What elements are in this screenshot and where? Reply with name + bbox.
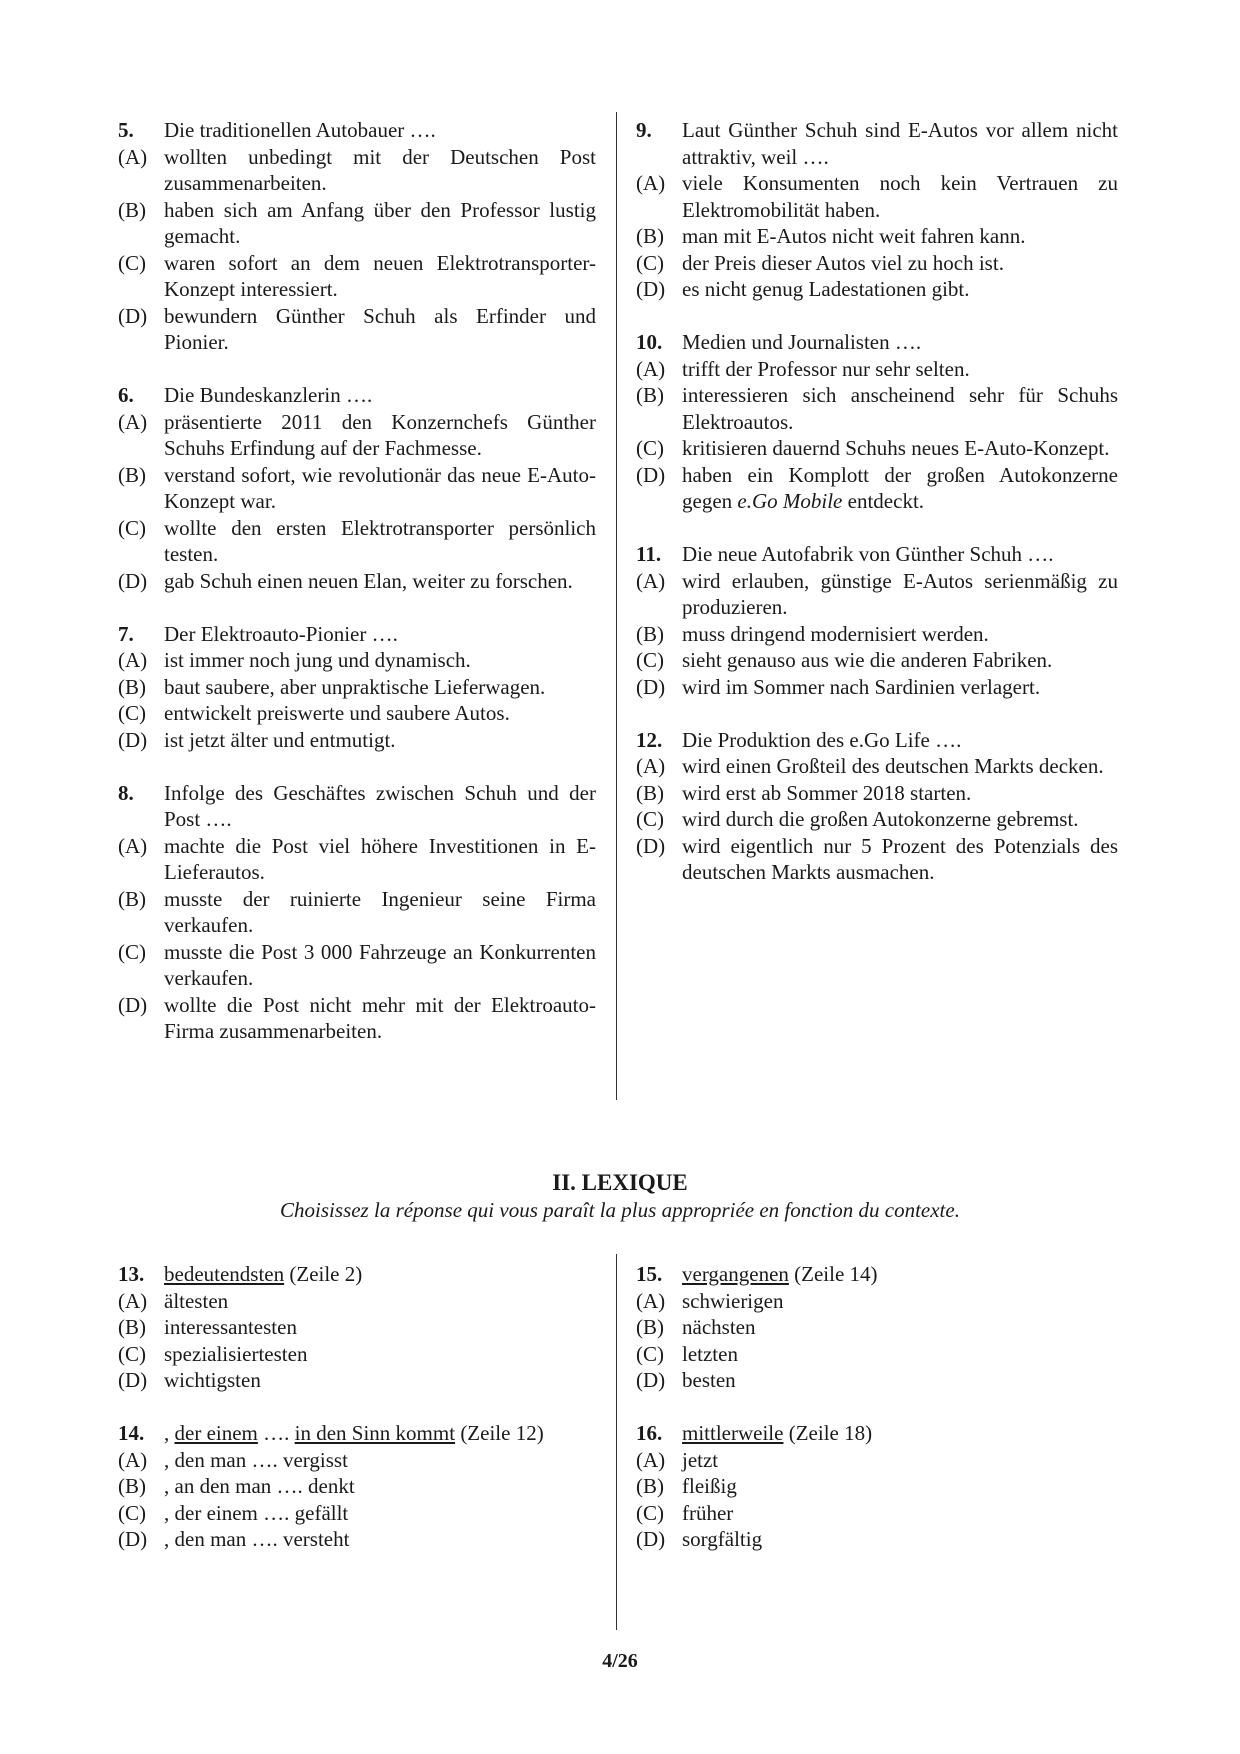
- question-stem: Medien und Journalisten ….: [682, 330, 922, 354]
- question-stem: Der Elektroauto-Pionier ….: [164, 621, 398, 646]
- answer-option: [636, 462, 1118, 515]
- option-text: [682, 806, 1118, 833]
- stem-part: der einem: [174, 1421, 258, 1445]
- option-label: (A): [118, 833, 148, 858]
- option-label: (C): [118, 701, 146, 725]
- option-label: (A): [118, 1447, 148, 1472]
- option-label: (B): [636, 780, 664, 805]
- answer-option: [636, 1367, 1118, 1394]
- answer-option: [636, 1500, 1118, 1527]
- option-text-main: schwierigen: [682, 1288, 784, 1313]
- stem-part: (Zeile 14): [788, 1262, 878, 1286]
- option-text-after: entdeckt.: [842, 489, 925, 513]
- answer-option: [118, 992, 596, 1045]
- answer-option: [636, 1314, 1118, 1341]
- answer-option: [118, 462, 596, 515]
- option-label: (C): [118, 1341, 146, 1366]
- option-text-main: sorgfältig: [682, 1527, 763, 1551]
- option-label: (C): [118, 939, 146, 964]
- answer-option: [636, 753, 1118, 780]
- option-text-main: , der einem …. gefällt: [164, 1500, 349, 1525]
- option-text: [682, 276, 1118, 303]
- option-text: [164, 1473, 596, 1500]
- option-text-italic: e.Go Mobile: [737, 489, 843, 513]
- option-text: [682, 1367, 1118, 1394]
- option-label: (D): [636, 833, 666, 858]
- answer-option: [636, 780, 1118, 807]
- stem-part: (Zeile 2): [284, 1262, 363, 1286]
- option-label: (C): [636, 807, 664, 831]
- option-text-main: es nicht genug Ladestationen gibt.: [682, 277, 970, 301]
- option-text-main: kritisieren dauernd Schuhs neues E-Auto-Konzept.: [682, 436, 1110, 460]
- option-text: [682, 753, 1118, 780]
- option-text: [164, 1367, 596, 1394]
- option-text: [164, 939, 596, 992]
- option-text: [164, 1500, 596, 1527]
- option-label: (D): [118, 992, 148, 1017]
- option-text-main: wird im Sommer nach Sardinien verlagert.: [682, 674, 1041, 699]
- option-text: [164, 515, 596, 568]
- option-label: (D): [118, 303, 148, 328]
- option-label: (C): [118, 250, 146, 275]
- question-block: [636, 117, 1118, 303]
- stem-part: (Zeile 18): [783, 1421, 873, 1445]
- questions-left-column: [118, 117, 596, 1071]
- option-label: (B): [118, 886, 146, 911]
- question-stem-line: [636, 329, 1118, 356]
- option-label: (A): [636, 568, 666, 593]
- option-text-main: interessantesten: [164, 1315, 297, 1339]
- answer-option: [636, 1288, 1118, 1315]
- option-text-main: , den man …. vergisst: [164, 1447, 348, 1472]
- option-label: (A): [636, 754, 666, 778]
- option-label: (A): [636, 171, 666, 195]
- option-label: (B): [636, 1315, 664, 1339]
- question-number: 5.: [118, 118, 134, 142]
- option-label: (C): [636, 1500, 664, 1525]
- page-number: 4/26: [602, 1650, 638, 1672]
- option-label: (A): [118, 409, 148, 434]
- option-text: [164, 647, 596, 674]
- answer-option: [118, 144, 596, 197]
- answer-option: [636, 1473, 1118, 1500]
- option-text-main: man mit E-Autos nicht weit fahren kann.: [682, 224, 1026, 248]
- option-label: (A): [118, 1288, 148, 1313]
- question-stem-line: [636, 117, 1118, 170]
- option-text: [682, 1473, 1118, 1500]
- answer-option: [636, 382, 1118, 435]
- answer-option: [636, 833, 1118, 886]
- option-label: (B): [636, 383, 664, 407]
- option-text: [682, 1314, 1118, 1341]
- question-block: [636, 541, 1118, 700]
- question-number: 13.: [118, 1262, 145, 1286]
- option-label: (B): [118, 1315, 146, 1339]
- stem-part: mittlerweile: [682, 1421, 784, 1445]
- option-label: (C): [636, 436, 664, 460]
- option-text: [682, 1526, 1118, 1553]
- answer-option: [118, 1526, 596, 1553]
- question-stem: Laut Günther Schuh sind E-Autos vor allem nicht attraktiv, weil ….: [682, 118, 1118, 169]
- answer-option: [118, 197, 596, 250]
- question-stem-line: [118, 382, 596, 409]
- question-stem-line: [118, 1420, 596, 1447]
- question-stem: [682, 1420, 1118, 1447]
- answer-option: [118, 568, 596, 595]
- answer-option: [118, 700, 596, 727]
- option-text: [682, 1447, 1118, 1474]
- option-text: [682, 250, 1118, 277]
- option-text: [682, 356, 1118, 383]
- answer-option: [636, 647, 1118, 674]
- option-text-main: bewundern Günther Schuh als Erfinder und Pionier.: [164, 303, 596, 354]
- option-text-main: wollte den ersten Elektrotransporter persönlich testen.: [164, 515, 596, 566]
- option-text: [682, 1341, 1118, 1368]
- option-text: [164, 409, 596, 462]
- option-text: [164, 833, 596, 886]
- option-label: (A): [118, 144, 148, 169]
- option-text: [164, 462, 596, 515]
- question-block: [118, 1420, 596, 1553]
- questions-right-column: [636, 117, 1118, 912]
- answer-option: [636, 806, 1118, 833]
- question-number: 14.: [118, 1421, 145, 1445]
- option-text: [164, 1526, 596, 1553]
- option-text: [164, 1341, 596, 1368]
- option-label: (B): [636, 1474, 664, 1498]
- question-stem: [164, 1420, 596, 1447]
- option-text-main: letzten: [682, 1341, 738, 1366]
- answer-option: [636, 1447, 1118, 1474]
- option-label: (D): [118, 568, 148, 593]
- stem-part: vergangenen: [682, 1262, 789, 1286]
- answer-option: [636, 250, 1118, 277]
- option-label: (A): [636, 1288, 666, 1313]
- option-label: (C): [636, 648, 664, 672]
- option-label: (B): [636, 224, 664, 248]
- option-text-main: viele Konsumenten noch kein Vertrauen zu Elektromobilität haben.: [682, 171, 1118, 222]
- option-text-main: wird durch die großen Autokonzerne gebremst.: [682, 807, 1079, 831]
- question-stem: Infolge des Geschäftes zwischen Schuh und der Post ….: [164, 780, 596, 831]
- option-label: (B): [118, 197, 146, 222]
- option-text-main: entwickelt preiswerte und saubere Autos.: [164, 701, 510, 725]
- question-stem-line: [636, 1420, 1118, 1447]
- option-label: (C): [118, 1500, 146, 1525]
- section-title: II. LEXIQUE: [552, 1170, 688, 1195]
- option-text: [164, 250, 596, 303]
- option-text-main: wird erlauben, günstige E-Autos serienmäßig zu produzieren.: [682, 568, 1118, 619]
- question-number: 16.: [636, 1421, 663, 1445]
- option-text: [164, 886, 596, 939]
- option-text: [164, 197, 596, 250]
- option-text-main: haben sich am Anfang über den Professor lustig gemacht.: [164, 197, 596, 248]
- option-text: [164, 568, 596, 595]
- answer-option: [118, 1341, 596, 1368]
- answer-option: [636, 1341, 1118, 1368]
- option-text-main: wird einen Großteil des deutschen Markts decken.: [682, 754, 1104, 778]
- option-label: (D): [636, 462, 666, 487]
- question-stem: Die traditionellen Autobauer ….: [164, 118, 436, 142]
- option-text: [682, 435, 1118, 462]
- option-label: (D): [636, 674, 666, 699]
- option-label: (D): [636, 1368, 666, 1392]
- question-stem: [164, 1261, 596, 1288]
- question-stem-line: [118, 780, 596, 833]
- option-text-main: musste der ruinierte Ingenieur seine Firma verkaufen.: [164, 886, 596, 937]
- option-text-main: ältesten: [164, 1288, 229, 1313]
- answer-option: [118, 250, 596, 303]
- question-stem-line: [118, 117, 596, 144]
- option-text: [164, 992, 596, 1045]
- option-text-main: wollten unbedingt mit der Deutschen Post zusammenarbeiten.: [164, 144, 596, 195]
- answer-option: [118, 833, 596, 886]
- answer-option: [636, 1526, 1118, 1553]
- question-stem-line: [118, 1261, 596, 1288]
- stem-part: (Zeile 12): [455, 1421, 544, 1445]
- option-text: [682, 674, 1118, 701]
- option-label: (D): [118, 727, 148, 752]
- section-instruction: Choisissez la réponse qui vous paraît la plus appropriée en fonction du contexte.: [280, 1198, 960, 1222]
- option-text-main: spezialisiertesten: [164, 1341, 308, 1366]
- option-text-main: präsentierte 2011 den Konzernchefs Günther Schuhs Erfindung auf der Fachmesse.: [164, 409, 596, 460]
- question-number: 9.: [636, 118, 652, 142]
- option-text-main: fleißig: [682, 1474, 737, 1498]
- question-number: 8.: [118, 780, 134, 805]
- answer-option: [118, 1447, 596, 1474]
- option-text-main: gab Schuh einen neuen Elan, weiter zu forschen.: [164, 568, 573, 593]
- question-stem-line: [636, 727, 1118, 754]
- option-text-main: ist immer noch jung und dynamisch.: [164, 648, 471, 672]
- option-text-main: baut saubere, aber unpraktische Lieferwagen.: [164, 674, 546, 699]
- question-stem: Die Produktion des e.Go Life ….: [682, 727, 962, 752]
- question-block: [636, 1420, 1118, 1553]
- option-text-main: ist jetzt älter und entmutigt.: [164, 727, 396, 752]
- question-block: [118, 780, 596, 1045]
- option-text-main: früher: [682, 1500, 734, 1525]
- option-label: (B): [118, 1474, 146, 1498]
- option-text-main: wollte die Post nicht mehr mit der Elektroauto-Firma zusammenarbeiten.: [164, 992, 596, 1043]
- option-text-main: wird eigentlich nur 5 Prozent des Potenzials des deutschen Markts ausmachen.: [682, 833, 1118, 884]
- option-label: (C): [118, 515, 146, 540]
- answer-option: [636, 621, 1118, 648]
- option-label: (D): [636, 277, 666, 301]
- option-text-main: haben ein Komplott der großen Autokonzerne gegen: [682, 462, 1118, 513]
- option-text: [164, 1288, 596, 1315]
- option-text-main: der Preis dieser Autos viel zu hoch ist.: [682, 250, 1004, 275]
- question-number: 12.: [636, 727, 663, 752]
- answer-option: [636, 674, 1118, 701]
- option-label: (B): [636, 621, 664, 646]
- option-text-main: wichtigsten: [164, 1368, 261, 1392]
- option-text-main: , an den man …. denkt: [164, 1474, 355, 1498]
- answer-option: [118, 1367, 596, 1394]
- answer-option: [118, 727, 596, 754]
- option-label: (B): [118, 462, 146, 487]
- option-text: [682, 833, 1118, 886]
- option-text: [682, 1288, 1118, 1315]
- option-label: (C): [636, 1341, 664, 1366]
- answer-option: [118, 886, 596, 939]
- answer-option: [118, 674, 596, 701]
- question-number: 11.: [636, 542, 662, 566]
- option-label: (D): [118, 1368, 148, 1392]
- option-text: [682, 223, 1118, 250]
- option-text-main: interessieren sich anscheinend sehr für Schuhs Elektroautos.: [682, 383, 1118, 434]
- option-text: [164, 1447, 596, 1474]
- answer-option: [118, 647, 596, 674]
- question-number: 10.: [636, 330, 663, 354]
- answer-option: [118, 1500, 596, 1527]
- option-text-main: wird erst ab Sommer 2018 starten.: [682, 780, 972, 805]
- option-text-main: , den man …. versteht: [164, 1527, 350, 1551]
- option-text-main: muss dringend modernisiert werden.: [682, 621, 989, 646]
- stem-part: bedeutendsten: [164, 1262, 285, 1286]
- option-text-main: trifft der Professor nur sehr selten.: [682, 356, 970, 381]
- option-text: [682, 647, 1118, 674]
- answer-option: [118, 1288, 596, 1315]
- option-text: [682, 170, 1118, 223]
- answer-option: [636, 568, 1118, 621]
- question-stem-line: [636, 1261, 1118, 1288]
- question-block: [118, 1261, 596, 1394]
- answer-option: [636, 170, 1118, 223]
- stem-part: ….: [257, 1421, 295, 1445]
- question-number: 15.: [636, 1262, 663, 1286]
- answer-option: [636, 223, 1118, 250]
- answer-option: [118, 1473, 596, 1500]
- lexique-left-column: [118, 1261, 596, 1579]
- answer-option: [118, 303, 596, 356]
- question-stem-line: [118, 621, 596, 648]
- question-stem: Die neue Autofabrik von Günther Schuh ….: [682, 542, 1054, 566]
- question-stem: [682, 1261, 1118, 1288]
- question-block: [118, 382, 596, 594]
- option-text: [682, 1500, 1118, 1527]
- answer-option: [118, 1314, 596, 1341]
- column-divider-top: [616, 112, 617, 1100]
- answer-option: [636, 435, 1118, 462]
- option-label: (D): [118, 1527, 148, 1551]
- question-stem-line: [636, 541, 1118, 568]
- option-text-main: sieht genauso aus wie die anderen Fabriken.: [682, 648, 1053, 672]
- option-label: (A): [636, 1447, 666, 1472]
- option-text: [682, 621, 1118, 648]
- option-text: [164, 674, 596, 701]
- option-text-main: jetzt: [682, 1447, 719, 1472]
- question-number: 7.: [118, 621, 134, 646]
- answer-option: [118, 515, 596, 568]
- answer-option: [636, 276, 1118, 303]
- question-stem: Die Bundeskanzlerin ….: [164, 383, 373, 407]
- option-text: [164, 700, 596, 727]
- question-block: [636, 727, 1118, 886]
- option-label: (A): [636, 356, 666, 381]
- option-text: [164, 303, 596, 356]
- answer-option: [118, 409, 596, 462]
- option-text-main: nächsten: [682, 1315, 756, 1339]
- option-text-main: verstand sofort, wie revolutionär das neue E-Auto-Konzept war.: [164, 462, 596, 513]
- option-text-main: besten: [682, 1368, 736, 1392]
- question-block: [118, 117, 596, 356]
- option-label: (C): [636, 250, 664, 275]
- answer-option: [636, 356, 1118, 383]
- question-block: [636, 1261, 1118, 1394]
- question-block: [636, 329, 1118, 515]
- option-text: [682, 780, 1118, 807]
- option-text: [682, 382, 1118, 435]
- option-label: (B): [118, 674, 146, 699]
- option-label: (A): [118, 648, 148, 672]
- option-text-main: waren sofort an dem neuen Elektrotransporter-Konzept interessiert.: [164, 250, 596, 301]
- option-text: [164, 1314, 596, 1341]
- question-block: [118, 621, 596, 754]
- answer-option: [118, 939, 596, 992]
- stem-part: in den Sinn kommt: [294, 1421, 456, 1445]
- stem-part: ,: [164, 1421, 175, 1445]
- lexique-right-column: [636, 1261, 1118, 1579]
- option-text: [682, 568, 1118, 621]
- option-text: [164, 144, 596, 197]
- option-text: [682, 462, 1118, 515]
- option-text-main: machte die Post viel höhere Investitionen in E-Lieferautos.: [164, 833, 596, 884]
- question-number: 6.: [118, 383, 134, 407]
- option-text: [164, 727, 596, 754]
- option-label: (D): [636, 1527, 666, 1551]
- column-divider-bottom: [616, 1254, 617, 1630]
- option-text-main: musste die Post 3 000 Fahrzeuge an Konkurrenten verkaufen.: [164, 939, 596, 990]
